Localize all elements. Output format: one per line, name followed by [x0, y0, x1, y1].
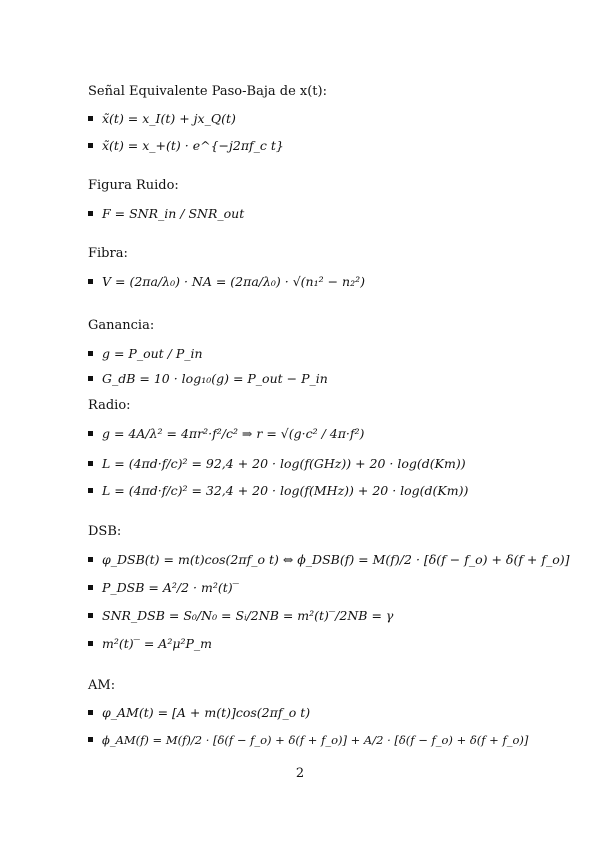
list-item: ϕ_AM(f) = M(f)/2 · [δ(f − f_o) + δ(f + f_o)] + A/2 · [δ(f − f_o) + δ(f + f_o)] [88, 732, 528, 747]
section-heading-am: AM: [88, 678, 116, 693]
list-item: x̃(t) = x_+(t) · e^{−j2πf_c t} [88, 138, 284, 153]
list-item: g = P_out / P_in [88, 346, 203, 361]
section-heading-dsb: DSB: [88, 524, 122, 539]
list-item: m²(t)‾ = A²μ²P_m [88, 636, 212, 651]
bullet-icon [88, 641, 93, 646]
section-heading-lowpass: Señal Equivalente Paso-Baja de x(t): [88, 84, 327, 99]
section-heading-radio: Radio: [88, 398, 131, 413]
bullet-icon [88, 737, 93, 742]
list-item: G_dB = 10 · log₁₀(g) = P_out − P_in [88, 371, 328, 386]
list-item: L = (4πd·f/c)² = 32,4 + 20 · log(f(MHz)) + 20 · log(d(Km)) [88, 483, 468, 498]
section-heading-noise-figure: Figura Ruido: [88, 178, 179, 193]
list-item: g = 4A/λ² = 4πr²·f²/c² ⇒ r = √(g·c² / 4π·f²) [88, 426, 364, 441]
list-item: F = SNR_in / SNR_out [88, 206, 244, 221]
bullet-icon [88, 211, 93, 216]
bullet-icon [88, 279, 93, 284]
list-item: φ_AM(t) = [A + m(t)]cos(2πf_o t) [88, 705, 310, 720]
page-number: 2 [295, 766, 305, 781]
bullet-icon [88, 613, 93, 618]
list-item: P_DSB = A²/2 · m²(t)‾ [88, 580, 239, 595]
list-item: L = (4πd·f/c)² = 92,4 + 20 · log(f(GHz)) + 20 · log(d(Km)) [88, 456, 466, 471]
section-heading-gain: Ganancia: [88, 318, 155, 333]
bullet-icon [88, 376, 93, 381]
bullet-icon [88, 461, 93, 466]
bullet-icon [88, 116, 93, 121]
bullet-icon [88, 351, 93, 356]
bullet-icon [88, 431, 93, 436]
list-item: x̃(t) = x_I(t) + jx_Q(t) [88, 111, 236, 126]
section-heading-fiber: Fibra: [88, 246, 128, 261]
bullet-icon [88, 585, 93, 590]
list-item: V = (2πa/λ₀) · NA = (2πa/λ₀) · √(n₁² − n₂²) [88, 274, 365, 289]
bullet-icon [88, 488, 93, 493]
bullet-icon [88, 557, 93, 562]
list-item: φ_DSB(t) = m(t)cos(2πf_o t) ⇔ ϕ_DSB(f) = M(f)/2 · [δ(f − f_o) + δ(f + f_o)] [88, 552, 570, 567]
bullet-icon [88, 710, 93, 715]
bullet-icon [88, 143, 93, 148]
list-item: SNR_DSB = S₀/N₀ = Sᵢ/2NB = m²(t)‾/2NB = γ [88, 608, 393, 623]
